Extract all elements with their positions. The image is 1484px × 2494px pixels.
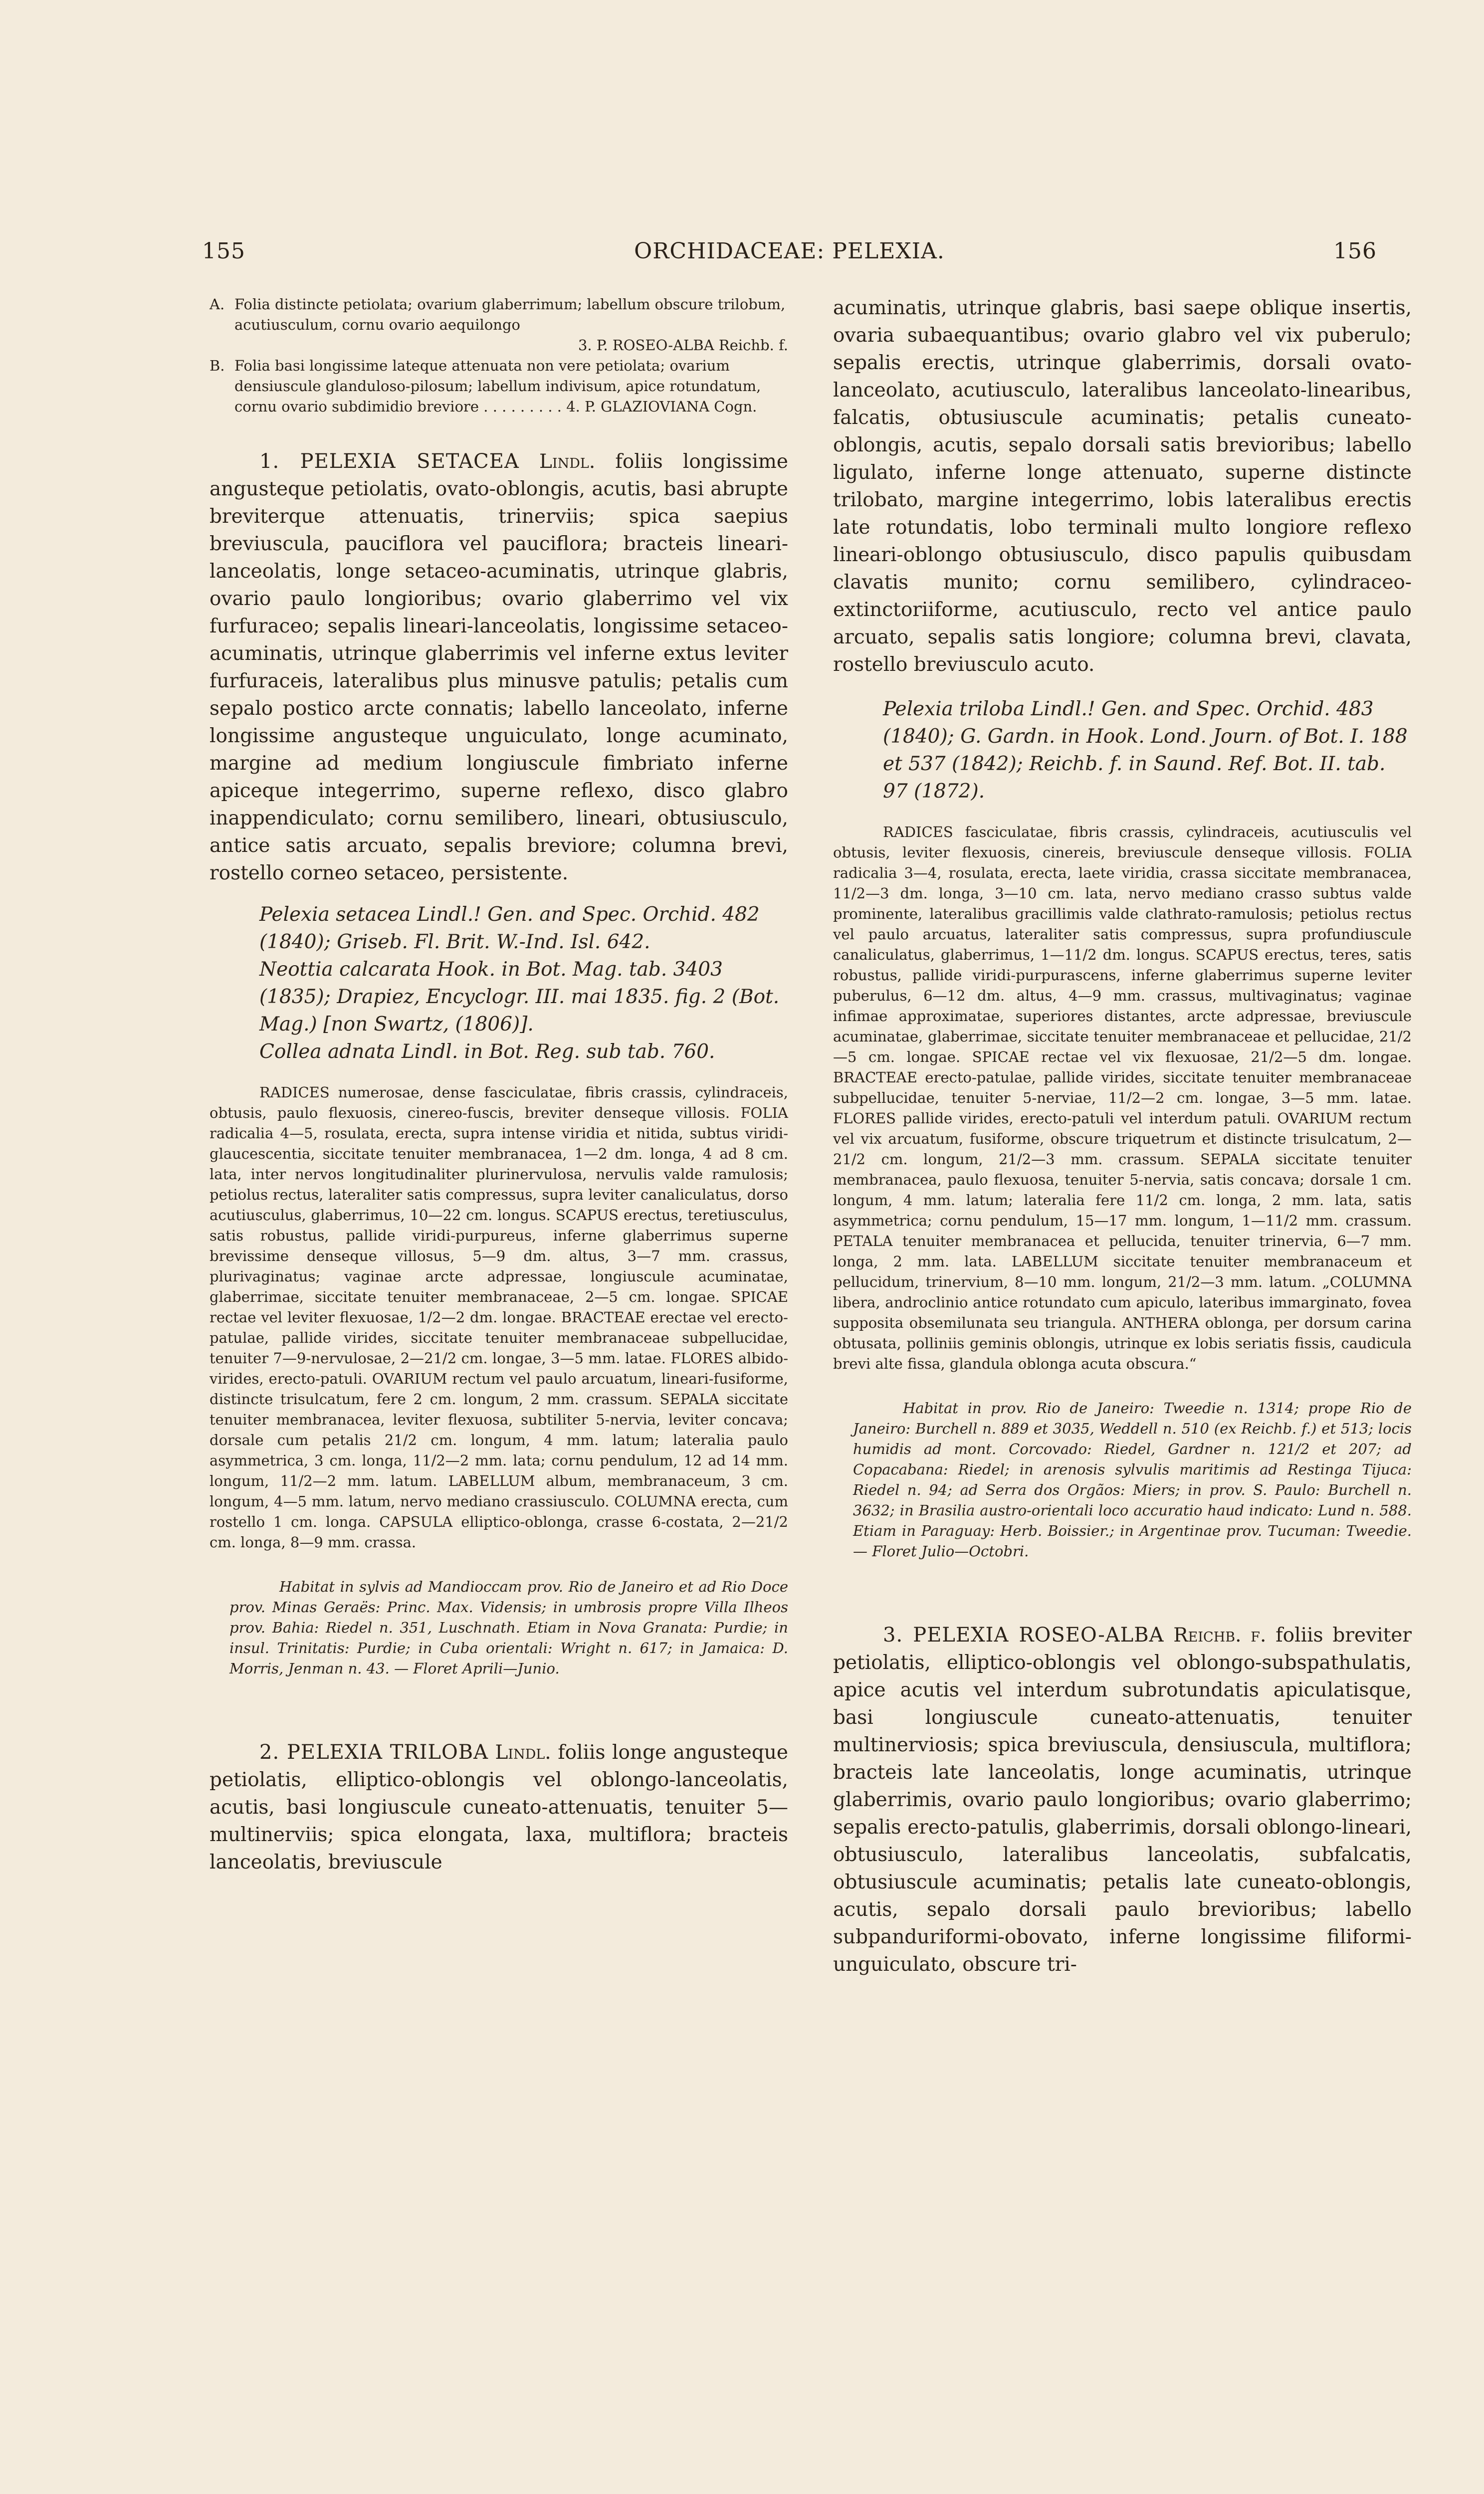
species-1-habitat: Habitat in sylvis ad Mandioccam prov. Rio de Janeiro et ad Rio Doce prov. Minas Geraës: Princ. Max. Vidensis; in umbrosis propre Villa Ilheos prov. Bahia: Riedel n. 351, Luschnath. Etiam in Nova Granata: Purdie; in insul. Trinitatis: Purdie; in Cuba orientali: Wright n. 617; in Jamaica: D. Morris, Jenman n. 43. — Floret Aprili—Junio. [229, 1578, 788, 1677]
species-1-diagnosis: foliis longissime angusteque petiolatis, ovato-oblongis, acutis, basi abrupte breviterque attenuatis, trinerviis; spica saepius breviuscula, pauciflora vel pauciflora; bracteis lineari-lanceolatis, longe setaceo-acuminatis, utrinque glabris, ovario paulo longioribus; ovario glaberrimo vel vix furfuraceo; sepalis lineari-lanceolatis, longissime setaceo-acuminatis, utrinque glaberrimis vel inferne extus leviter furfuraceis, lateralibus plus minusve patulis; petalis cum sepalo postico arcte connatis; labello lanceolato, inferne longissime angusteque unguiculato, longe acuminato, margine ad medium longiuscule fimbriato inferne apiceque integerrimo, superne reflexo, disco glabro inappendiculato; cornu semilibero, lineari, obtusiusculo, antice satis arcuato, sepalis breviore; columna brevi, rostello corneo setaceo, persistente. [210, 450, 788, 884]
species-3-heading: 3. PELEXIA ROSEO-ALBA [883, 1624, 1164, 1647]
species-2-diagnosis: foliis longe angusteque petiolatis, elliptico-oblongis vel oblongo-lanceolatis, acutis, basi longiuscule cuneato-attenuatis, tenuiter 5—multinerviis; spica elongata, laxa, multiflora; bracteis lanceolatis, breviuscule [210, 1741, 788, 1873]
key-letter-b: B. [210, 357, 225, 374]
species-1-citation-1: Pelexia setacea Lindl.! Gen. and Spec. Orchid. 482 (1840); Griseb. Fl. Brit. W.-Ind. Isl. 642. [259, 903, 760, 953]
key-result-a: 3. P. ROSEO-ALBA Reichb. f. [578, 337, 788, 354]
species-key [210, 294, 788, 417]
right-column [833, 294, 1412, 1978]
species-2-author: Lindl. [495, 1741, 551, 1764]
species-1-citation-2: Neottia calcarata Hook. in Bot. Mag. tab. 3403 (1835); Drapiez, Encyclogr. III. mai 1835. fig. 2 (Bot. Mag.) [non Swartz, (1806)]. [259, 958, 780, 1036]
species-1-description [210, 448, 788, 887]
species-1-heading: 1. PELEXIA SETACEA [259, 450, 519, 473]
page-header [202, 238, 1377, 273]
species-2-citation: Pelexia triloba Lindl.! Gen. and Spec. Orchid. 483 (1840); G. Gardn. in Hook. Lond. Journ. of Bot. I. 188 et 537 (1842); Reichb. f. in Saund. Ref. Bot. II. tab. 97 (1872). [883, 698, 1408, 803]
key-letter-a: A. [210, 296, 225, 313]
species-3-diagnosis: foliis breviter petiolatis, elliptico-oblongis vel oblongo-subspathulatis, apice acutis vel interdum subrotundatis apiculatisque, basi longiuscule cuneato-attenuatis, tenuiter multinerviosis; spica breviuscula, densiuscula, multiflora; bracteis late lanceolatis, longe acuminatis, utrinque glaberrimis, ovario paulo longioribus; ovario glaberrimo; sepalis erecto-patulis, glaberrimis, dorsali oblongo-lineari, obtusiusculo, lateralibus lanceolatis, subfalcatis, obtusiuscule acuminatis; petalis late cuneato-oblongis, acutis, sepalo dorsali paulo brevioribus; labello subpanduriformi-obovato, inferne longissime filiformi-unguiculato, obscure tri- [833, 1624, 1412, 1976]
running-title: ORCHIDACEAE: PELEXIA. [634, 238, 945, 264]
species-2-habitat: Habitat in prov. Rio de Janeiro: Tweedie n. 1314; prope Rio de Janeiro: Burchell n. 889 et 3035, Weddell n. 510 (ex Reichb. f.) et 513; locis humidis ad mont. Corcovado: Riedel, Gardner n. 121/2 et 207; ad Copacabana: Riedel; in arenosis sylvulis maritimis ad Restinga Tijuca: Riedel n. 94; ad Serra dos Orgãos: Miers; in prov. S. Paulo: Burchell n. 3632; in Brasilia austro-orientali loco accuratio haud indicato: Lund n. 588. Etiam in Paraguay: Herb. Boissier.; in Argentinae prov. Tucuman: Tweedie. — Floret Julio—Octobri. [853, 1400, 1412, 1560]
species-1-author: Lindl. [539, 450, 596, 473]
species-3-description [833, 1622, 1412, 1978]
key-text-b: Folia basi longissime lateque attenuata non vere petiolata; ovarium densiuscule glanduloso-pilosum; labellum indivisum, apice rotundatum, cornu ovario subdimidio breviore . . . . . . . . . 4. P. GLAZIOVIANA Cogn. [234, 357, 761, 415]
species-2-description [210, 1739, 788, 1876]
species-3-author: Reichb. f. [1173, 1624, 1267, 1647]
key-text-a: Folia distincte petiolata; ovarium glaberrimum; labellum obscure trilobum, acutiusculum, cornu ovario aequilongo [234, 296, 786, 333]
page-number-left: 155 [202, 238, 245, 264]
key-item-b [210, 356, 788, 417]
species-2-heading: 2. PELEXIA TRILOBA [259, 1741, 489, 1764]
species-1-citation-3: Collea adnata Lindl. in Bot. Reg. sub tab. 760. [259, 1040, 715, 1063]
page-number-right: 156 [1333, 238, 1377, 264]
key-item-a [210, 294, 788, 356]
species-2-diagnosis-continued: acuminatis, utrinque glabris, basi saepe oblique insertis, ovaria subaequantibus; ovario glabro vel vix puberulo; sepalis erectis, utrinque glaberrimis, dorsali ovato-lanceolato, acutiusculo, lateralibus lanceolato-linearibus, falcatis, obtusiuscule acuminatis; petalis cuneato-oblongis, acutis, sepalo dorsali satis brevioribus; labello ligulato, inferne longe attenuato, superne distincte trilobato, margine integerrimo, lobis lateralibus erectis late rotundatis, lobo terminali multo longiore reflexo lineari-oblongo obtusiusculo, disco papulis quibusdam clavatis munito; cornu semilibero, cylindraceo-extinctoriiforme, acutiusculo, recto vel antice paulo arcuato, sepalis satis longiore; columna brevi, clavata, rostello breviusculo acuto. [833, 297, 1412, 676]
species-2-details: RADICES fasciculatae, fibris crassis, cylindraceis, acutiusculis vel obtusis, leviter flexuosis, cinereis, breviuscule denseque villosis. FOLIA radicalia 3—4, rosulata, erecta, laete viridia, crassa siccitate membranacea, 11/2—3 dm. longa, 3—10 cm. lata, nervo mediano crasso subtus valde prominente, lateralibus gracillimis valde clathrato-ramulosis; petiolus rectus vel paulo arcuatus, lateraliter satis compressus, supra profundiuscule canaliculatus, glaberrimus, 1—11/2 dm. longus. SCAPUS erectus, teres, satis robustus, pallide viridi-purpurascens, inferne glaberrimus superne leviter puberulus, 6—12 dm. altus, 4—9 mm. crassus, multivaginatus; vaginae infimae approximatae, superiores distantes, arcte adpressae, breviuscule acuminatae, glaberrimae, siccitate tenuiter membranaceae et pellucidae, 21/2—5 cm. longae. SPICAE rectae vel vix flexuosae, 21/2—5 dm. longae. BRACTEAE erecto-patulae, pallide virides, siccitate tenuiter membranaceae subpellucidae, tenuiter 5-nerviae, 11/2—2 cm. longae, 3—5 mm. latae. FLORES pallide virides, erecto-patuli vel interdum patuli. OVARIUM rectum vel vix arcuatum, fusiforme, obscure triquetrum et distincte trisulcatum, 2—21/2 cm. longum, 21/2—3 mm. crassum. SEPALA siccitate tenuiter membranacea, paulo flexuosa, tenuiter 5-nervia, satis concava; dorsale 1 cm. longum, 4 mm. latum; lateralia fere 11/2 cm. longa, 2 mm. lata, satis asymmetrica; cornu pendulum, 15—17 mm. longum, 1—11/2 mm. crassum. PETALA tenuiter membranacea et pellucida, tenuiter trinervia, 6—7 mm. longa, 2 mm. lata. LABELLUM siccitate tenuiter membranaceum et pellucidum, trinervium, 8—10 mm. longum, 21/2—3 mm. latum. „COLUMNA libera, androclinio antice rotundato cum apiculo, lateribus immarginato, fovea supposita obsemilunata seu triangula. ANTHERA oblonga, per dorsum carina obtusata, polliniis geminis oblongis, utrinque ex lobis seriatis fissis, caudicula brevi alte fissa, glandula oblonga acuta obscura.“ [833, 824, 1412, 1372]
left-column [210, 294, 788, 1876]
species-1-details: RADICES numerosae, dense fasciculatae, fibris crassis, cylindraceis, obtusis, paulo flexuosis, cinereo-fuscis, breviter denseque villosis. FOLIA radicalia 4—5, rosulata, erecta, supra intense viridia et nitida, subtus viridi-glaucescentia, siccitate tenuiter membranacea, 1—2 dm. longa, 4 ad 8 cm. lata, inter nervos longitudinaliter plurinervulosa, nervulis valde ramulosis; petiolus rectus, lateraliter satis compressus, supra leviter canaliculatus, dorso acutiusculus, glaberrimus, 10—22 cm. longus. SCAPUS erectus, teretiusculus, satis robustus, pallide viridi-purpureus, inferne glaberrimus superne brevissime denseque villosus, 5—9 dm. altus, 3—7 mm. crassus, plurivaginatus; vaginae arcte adpressae, longiuscule acuminatae, glaberrimae, siccitate tenuiter membranaceae, 2—5 cm. longae. SPICAE rectae vel leviter flexuosae, 1/2—2 dm. longae. BRACTEAE erectae vel erecto-patulae, pallide virides, siccitate tenuiter membranaceae subpellucidae, tenuiter 7—9-nervulosae, 2—21/2 cm. longae, 3—5 mm. latae. FLORES albido-virides, erecto-patuli. OVARIUM rectum vel paulo arcuatum, lineari-fusiforme, distincte trisulcatum, fere 2 cm. longum, 2 mm. crassum. SEPALA siccitate tenuiter membranacea, leviter flexuosa, subtiliter 5-nervia, leviter concava; dorsale cum petalis 21/2 cm. longum, 4 mm. latum; lateralia paulo asymmetrica, 3 cm. longa, 11/2—2 mm. lata; cornu pendulum, 12 ad 14 mm. longum, 11/2—2 mm. latum. LABELLUM album, membranaceum, 3 cm. longum, 4—5 mm. latum, nervo mediano crassiusculo. COLUMNA erecta, cum rostello 1 cm. longa. CAPSULA elliptico-oblonga, crasse 6-costata, 2—21/2 cm. longa, 8—9 mm. crassa. [210, 1084, 788, 1551]
